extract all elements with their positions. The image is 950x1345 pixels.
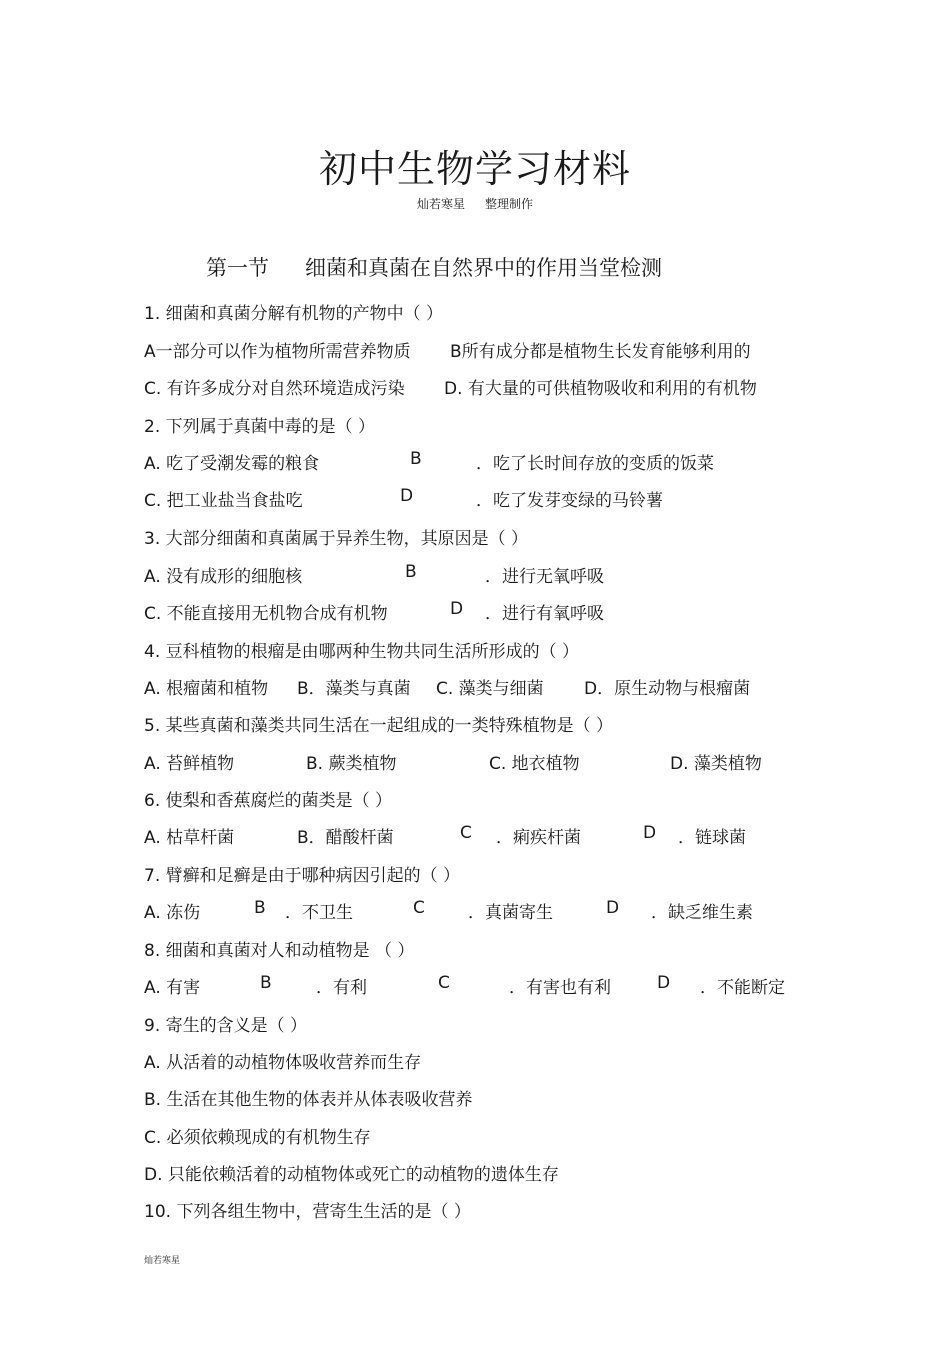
- question-3-option-d-letter: D: [450, 599, 464, 619]
- question-8-option-d-letter: D: [657, 973, 671, 993]
- question-3-stem: 3. 大部分细菌和真菌属于异养生物，其原因是（ ）: [144, 529, 529, 549]
- question-6-option-d: ．链球菌: [678, 828, 746, 848]
- question-5-stem: 5. 某些真菌和藻类共同生活在一起组成的一类特殊植物是（ ）: [144, 716, 614, 736]
- question-3-option-d: ．进行有氧呼吸: [485, 604, 604, 624]
- question-7-option-a: A. 冻伤: [144, 903, 201, 923]
- question-7-option-d-letter: D: [606, 898, 620, 918]
- section-heading: [206, 252, 662, 282]
- question-7-option-b: ．不卫生: [285, 903, 353, 923]
- question-6-stem: 6. 使梨和香蕉腐烂的菌类是（ ）: [144, 791, 393, 811]
- page-title: 初中生物学习材料: [318, 147, 631, 191]
- question-3-option-b-letter: B: [405, 562, 417, 582]
- question-4-option-c: C. 藻类与细菌: [436, 679, 544, 699]
- question-4-option-a: A. 根瘤菌和植物: [144, 679, 269, 699]
- question-5-option-b: B. 蕨类植物: [306, 754, 397, 774]
- question-4-option-b: B．藻类与真菌: [297, 679, 411, 699]
- section-number: 第一节: [206, 256, 269, 280]
- question-7-option-d: ．缺乏维生素: [651, 903, 753, 923]
- question-8-option-a: A. 有害: [144, 978, 201, 998]
- question-6-option-a: A. 枯草杆菌: [144, 828, 235, 848]
- question-9-option-c: C. 必须依赖现成的有机物生存: [144, 1128, 371, 1148]
- question-7-option-b-letter: B: [254, 898, 266, 918]
- question-2-option-b-letter: B: [410, 449, 422, 469]
- question-2-option-a: A. 吃了受潮发霉的粮食: [144, 454, 320, 474]
- question-8-option-b: ．有利: [316, 978, 367, 998]
- question-2-stem: 2. 下列属于真菌中毒的是（ ）: [144, 417, 376, 437]
- question-3-option-b: ．进行无氧呼吸: [485, 567, 604, 587]
- question-5-option-c: C. 地衣植物: [489, 754, 580, 774]
- question-8-option-c-letter: C: [438, 973, 450, 993]
- question-7-stem: 7. 臂癣和足癣是由于哪种病因引起的（ ）: [144, 866, 461, 886]
- question-7-option-c-letter: C: [413, 898, 425, 918]
- question-1-option-a: A一部分可以作为植物所需营养物质: [144, 342, 411, 362]
- question-6-option-d-letter: D: [643, 823, 657, 843]
- question-2-option-d: ．吃了发芽变绿的马铃薯: [476, 491, 663, 511]
- question-1-option-d: D. 有大量的可供植物吸收和利用的有机物: [444, 379, 757, 399]
- question-1-option-c: C. 有许多成分对自然环境造成污染: [144, 379, 405, 399]
- question-4-stem: 4. 豆科植物的根瘤是由哪两种生物共同生活所形成的（ ）: [144, 642, 580, 662]
- question-8-option-c: ．有害也有利: [509, 978, 611, 998]
- page-subtitle: [0, 195, 950, 212]
- page-footer: 灿若寒星: [144, 1256, 181, 1266]
- question-8-option-d: ．不能断定: [700, 978, 785, 998]
- section-name: 细菌和真菌在自然界中的作用当堂检测: [305, 256, 662, 280]
- question-2-option-c: C. 把工业盐当食盐吃: [144, 491, 303, 511]
- question-3-option-a: A. 没有成形的细胞核: [144, 567, 303, 587]
- question-2-option-b: ．吃了长时间存放的变质的饭菜: [476, 454, 714, 474]
- question-1-stem: 1. 细菌和真菌分解有机物的产物中（ ）: [144, 304, 444, 324]
- question-6-option-c-letter: C: [460, 823, 472, 843]
- question-7-option-c: ．真菌寄生: [468, 903, 553, 923]
- question-10-stem: 10. 下列各组生物中，营寄生生活的是（ ）: [144, 1202, 471, 1222]
- question-3-option-c: C. 不能直接用无机物合成有机物: [144, 604, 388, 624]
- question-8-option-b-letter: B: [260, 973, 272, 993]
- question-5-option-d: D. 藻类植物: [670, 754, 762, 774]
- question-6-option-c: ．痢疾杆菌: [496, 828, 581, 848]
- question-9-option-a: A. 从活着的动植物体吸收营养而生存: [144, 1053, 422, 1073]
- subtitle-note: 整理制作: [485, 197, 534, 211]
- question-9-stem: 9. 寄生的含义是（ ）: [144, 1016, 308, 1036]
- question-5-option-a: A. 苔鲜植物: [144, 754, 235, 774]
- question-1-option-b: B所有成分都是植物生长发育能够利用的: [450, 342, 751, 362]
- question-9-option-b: B. 生活在其他生物的体表并从体表吸收营养: [144, 1090, 473, 1110]
- question-8-stem: 8. 细菌和真菌对人和动植物是 （ ）: [144, 941, 415, 961]
- question-4-option-d: D．原生动物与根瘤菌: [584, 679, 751, 699]
- question-2-option-d-letter: D: [400, 486, 414, 506]
- question-9-option-d: D. 只能依赖活着的动植物体或死亡的动植物的遗体生存: [144, 1165, 559, 1185]
- question-6-option-b: B．醋酸杆菌: [297, 828, 394, 848]
- subtitle-author: 灿若寒星: [416, 197, 465, 211]
